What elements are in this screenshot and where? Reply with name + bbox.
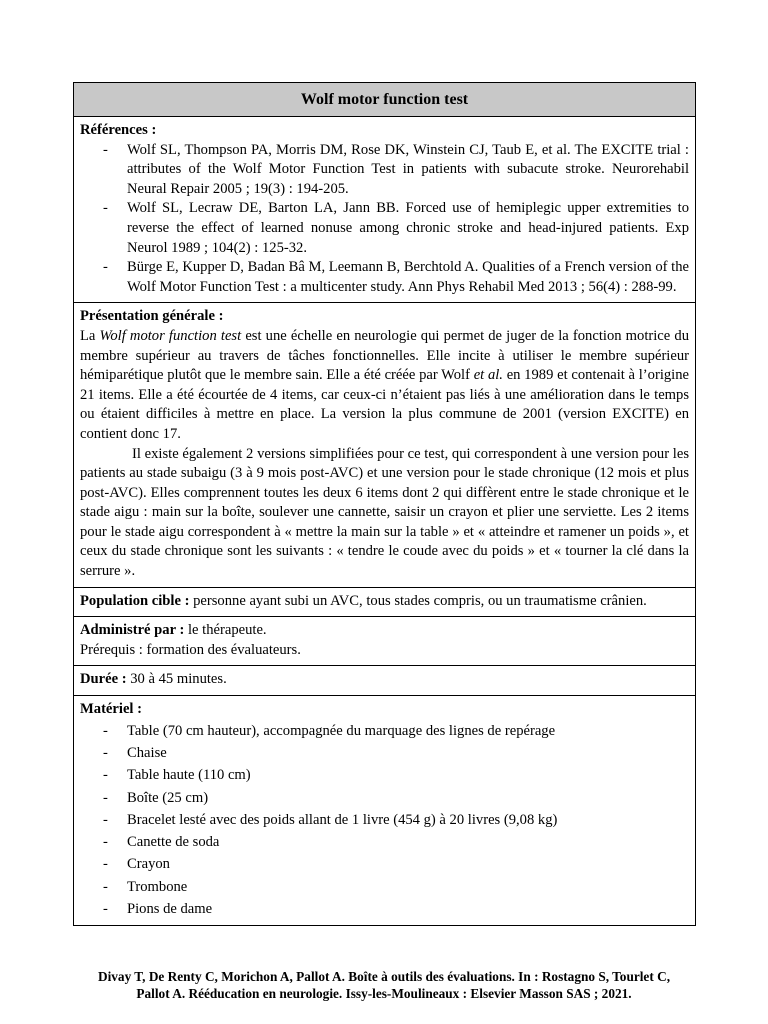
- presentation-p1-pre: La: [80, 327, 100, 344]
- presentation-paragraph-2: Il existe également 2 versions simplifiées pour ce test, qui correspondent à une version pour les patients au stade subaigu (3 à 9 mois post-AVC) et une version pour le stade chronique (12 mois et plus post-AVC). Elles comprennent toutes les deux 6 items dont 2 qui diffèrent entre le stade chronique et le stade aigu : main sur la boîte, soulever une cannette, saisir un crayon et plier une serviette. Les 2 items pour le stade aigu correspondent à « mettre la main sur la table » et « atteindre et ramener un poids », et ceux du stade chronique sont les suivants : « tendre le coude avec du poids » et « tourner la clé dans la serrure ».: [80, 445, 689, 580]
- material-item: [80, 742, 689, 764]
- material-text: Trombone: [127, 878, 188, 895]
- test-name-italic: Wolf motor function test: [99, 327, 242, 344]
- material-text: Pions de dame: [127, 901, 213, 917]
- reference-text: Bürge E, Kupper D, Badan Bâ M, Leemann B, Berchtold A. Qualities of a French version of the Wolf Motor Function Test : a multicenter study. Ann Phys Rehabil Med 2013 ; 56(4) : 288-99.: [127, 259, 689, 295]
- administration-text: le thérapeute.: [184, 622, 267, 639]
- dash-marker: -: [103, 834, 108, 851]
- dash-marker: -: [103, 811, 108, 828]
- material-text: Bracelet lesté avec des poids allant de 1 livre (454 g) à 20 livres (9,08 kg): [127, 811, 558, 828]
- reference-item: [80, 258, 689, 297]
- material-text: Crayon: [127, 856, 170, 873]
- presentation-label: Présentation générale :: [80, 308, 224, 325]
- material-item: [80, 898, 689, 920]
- references-section: [74, 117, 695, 303]
- citation-line-1: Divay T, De Renty C, Morichon A, Pallot A. Boîte à outils des évaluations. In : Rostagno S, Tourlet C,: [97, 969, 671, 984]
- citation-line-2: Pallot A. Rééducation en neurologie. Issy-les-Moulineaux : Elsevier Masson SAS ; 2021.: [136, 986, 632, 1001]
- evaluation-sheet: [73, 82, 696, 926]
- reference-text: Wolf SL, Lecraw DE, Barton LA, Jann BB. Forced use of hemiplegic upper extremities to reverse the effect of learned nonuse among chronic stroke and head-injured patients. Exp Neurol 1989 ; 104(2) : 125-32.: [127, 200, 689, 256]
- presentation-paragraph-1: [80, 327, 689, 445]
- dash-marker: -: [103, 789, 108, 806]
- material-section: [74, 696, 695, 925]
- reference-item: [80, 141, 689, 200]
- material-text: Boîte (25 cm): [127, 789, 209, 806]
- material-text: Table haute (110 cm): [127, 767, 251, 784]
- material-item: [80, 720, 689, 742]
- sheet-title: Wolf motor function test: [74, 83, 695, 117]
- dash-marker: -: [103, 901, 108, 917]
- material-label: Matériel :: [80, 701, 142, 718]
- presentation-section: [74, 303, 695, 587]
- material-item: [80, 853, 689, 875]
- population-text: personne ayant subi un AVC, tous stades compris, ou un traumatisme crânien.: [189, 592, 647, 609]
- reference-item: [80, 199, 689, 258]
- references-list: [80, 141, 689, 298]
- administration-line: [80, 621, 689, 641]
- dash-marker: -: [103, 141, 108, 158]
- dash-marker: -: [103, 259, 108, 276]
- population-label: Population cible :: [80, 592, 190, 609]
- material-item: [80, 809, 689, 831]
- material-item: [80, 831, 689, 853]
- duration-section: [74, 666, 695, 696]
- administration-section: [74, 617, 695, 666]
- dash-marker: -: [103, 744, 108, 761]
- et-al-italic: et al.: [473, 367, 503, 384]
- material-text: Canette de soda: [127, 834, 220, 851]
- duration-label: Durée :: [80, 671, 127, 688]
- prerequisite-line: Prérequis : formation des évaluateurs.: [80, 641, 301, 658]
- administration-label: Administré par :: [80, 622, 185, 639]
- dash-marker: -: [103, 856, 108, 873]
- dash-marker: -: [103, 878, 108, 895]
- material-item: [80, 787, 689, 809]
- material-item: [80, 876, 689, 898]
- presentation-p1-mid: est une échelle en neurologie qui permet de juger de la fonction motrice du membre supérieur au travers de tâches fonctionnelles. Elle incite à utiliser le membre supérieur hémiparétique plutôt que le membre sain. Elle a été créée par Wolf: [80, 327, 689, 384]
- reference-text: Wolf SL, Thompson PA, Morris DM, Rose DK, Winstein CJ, Taub E, et al. The EXCITE trial : attributes of the Wolf Motor Function Test in patients with subacute stroke. Neurorehabil Neural Repair 2005 ; 19(3) : 194-205.: [127, 141, 689, 197]
- material-item: [80, 764, 689, 786]
- duration-text: 30 à 45 minutes.: [126, 671, 227, 688]
- references-label: Références :: [80, 122, 157, 138]
- dash-marker: -: [103, 767, 108, 784]
- material-text: Chaise: [127, 744, 167, 761]
- dash-marker: -: [103, 722, 108, 739]
- dash-marker: -: [103, 200, 108, 217]
- population-section: [74, 588, 695, 618]
- citation-footer: [60, 968, 708, 1002]
- material-text: Table (70 cm hauteur), accompagnée du marquage des lignes de repérage: [127, 722, 556, 739]
- material-list: [80, 720, 689, 921]
- presentation-p1-post: en 1989 et contenait à l’origine 21 items. Elle a été écourtée de 4 items, car ceux-ci n’étaient pas liés à une amélioration dans le temps ou étaient difficiles à mettre en place. La version la plus commune de 2001 (version EXCITE) en contient donc 17.: [80, 367, 690, 442]
